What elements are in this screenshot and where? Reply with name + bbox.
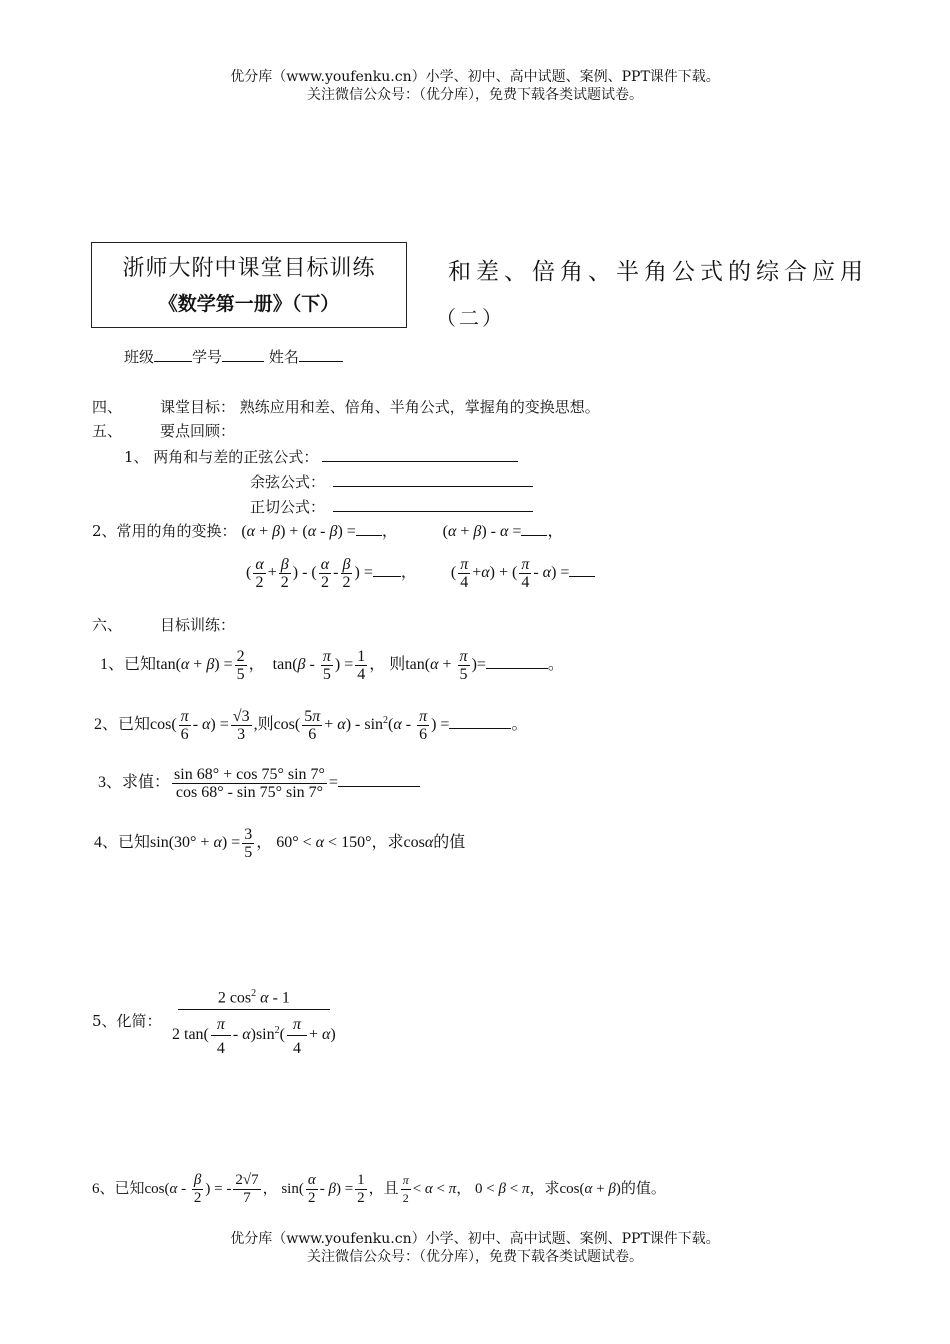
problem-2-prefix: 2、已知 [94, 716, 151, 734]
problem-3-answer[interactable] [338, 772, 420, 787]
problem-2: 2、已知cos( $\frac{\pi}{6}$ - α) = $\frac{√3}{3}$ ,则cos( $\frac{5\pi}{6}$ + $\alpha) - \sin^2(\alpha$ - $\frac{\pi}{6}$ ) = 。 [94, 708, 528, 743]
tangent-formula-blank[interactable] [333, 497, 533, 512]
student-info [124, 346, 343, 367]
course-box [91, 242, 407, 328]
review-item-1 [124, 446, 518, 467]
transform-2-blank[interactable] [521, 521, 547, 536]
transform-2: (α + β) - α = ， [442, 523, 564, 540]
problem-3-prefix: 3、求值： [98, 774, 171, 792]
angle-transform-label: 2、常用的角的变换： [92, 522, 237, 540]
header-line-1: 优分库（www.youfenku.cn）小学、初中、高中试题、案例、PPT课件下载。 [230, 69, 720, 85]
problem-5-prefix: 5、化简： [92, 1012, 162, 1030]
problem-5-expression: 2 $\cos^2 \alpha - 1$ 2 tan( $\frac{\pi}{4}$ - $\alpha)\sin^2$( $\frac{\pi}{4}$ + α) [172, 988, 336, 1058]
transform-row-2: ( $\frac{\alpha}{2}$ + $\frac{\beta}{2}$ ) - ( $\frac{\alpha}{2}$ - $\frac{\beta}{2}$ ) = ， ( $\frac{\pi}{4}$ +α) + ( $\frac{\pi}{4}$ - α) = [246, 556, 595, 591]
id-label: 学号 [192, 348, 223, 366]
problem-4: 4、已知sin(30° + α) = $\frac{3}{5}$ ， 60° < α < 150°，求cosα的值 [94, 826, 466, 861]
transform-4-blank[interactable] [569, 562, 595, 577]
header-line-2: 关注微信公众号：（优分库），免费下载各类试题试卷。 [307, 87, 643, 103]
cosine-formula-label: 余弦公式： [250, 473, 326, 491]
course-box-title: 浙师大附中课堂目标训练 [122, 256, 376, 281]
section-5-number: 五、 [92, 422, 123, 440]
name-label: 姓名 [268, 348, 299, 366]
sine-formula-label: 1、 两角和与差的正弦公式： [124, 448, 319, 466]
class-field[interactable] [154, 347, 192, 362]
footer-line-2: 关注微信公众号：（优分库），免费下载各类试题试卷。 [307, 1249, 643, 1265]
problem-2-answer[interactable] [449, 714, 511, 729]
section-5-text: 要点回顾： [160, 422, 236, 440]
section-6-number: 六、 [92, 616, 123, 634]
problem-6-prefix: 6、已知 [92, 1180, 145, 1197]
problem-1: 1、已知tan(α + β) = $\frac{2}{5}$ ， tan(β - $\frac{\pi}{5}$ ) = $\frac{1}{4}$ ， 则tan(α + $\frac{\pi}{5}$ )= 。 [100, 648, 564, 683]
problem-3: 3、求值： $\frac{\sin 68^\circ + \cos 75^\circ \sin 7^\circ}{\cos 68^\circ - \sin 75^\circ \sin 7^\circ}$ = [98, 766, 420, 801]
transform-1-blank[interactable] [356, 521, 382, 536]
review-tan [250, 496, 533, 517]
transform-3-blank[interactable] [373, 562, 401, 577]
transform-1: (α + β) + (α - β) = ， [241, 523, 398, 540]
id-field[interactable] [222, 347, 264, 362]
sine-formula-blank[interactable] [322, 447, 518, 462]
review-item-2 [92, 518, 563, 541]
page-subtitle: （二） [436, 306, 505, 330]
problem-1-prefix: 1、已知 [100, 656, 157, 674]
footer-line-1: 优分库（www.youfenku.cn）小学、初中、高中试题、案例、PPT课件下载。 [230, 1231, 720, 1247]
cosine-formula-blank[interactable] [333, 472, 533, 487]
problem-6: 6、已知cos(α - $\frac{\beta}{2}$ ) = - $\frac{2√7}{7}$ ， sin( $\frac{\alpha}{2}$ - β) = $\frac{1}{2}$ ，且 $\frac{\pi}{2}$ < α < π， 0 < β < π，求cos(α + β)的值。 [92, 1172, 666, 1206]
name-field[interactable] [299, 347, 343, 362]
section-4-number: 四、 [92, 398, 123, 416]
course-box-subtitle: 《数学第一册》（下） [158, 293, 340, 315]
review-cos [250, 471, 533, 492]
problem-1-answer[interactable] [486, 654, 548, 669]
page-title: 和差、倍角、半角公式的综合应用 [448, 259, 868, 285]
class-label: 班级 [124, 348, 155, 366]
tangent-formula-label: 正切公式： [250, 498, 326, 516]
section-6-text: 目标训练： [160, 616, 236, 634]
section-4-text: 课堂目标： 熟练应用和差、倍角、半角公式，掌握角的变换思想。 [160, 398, 600, 416]
problem-4-prefix: 4、已知 [94, 834, 151, 852]
